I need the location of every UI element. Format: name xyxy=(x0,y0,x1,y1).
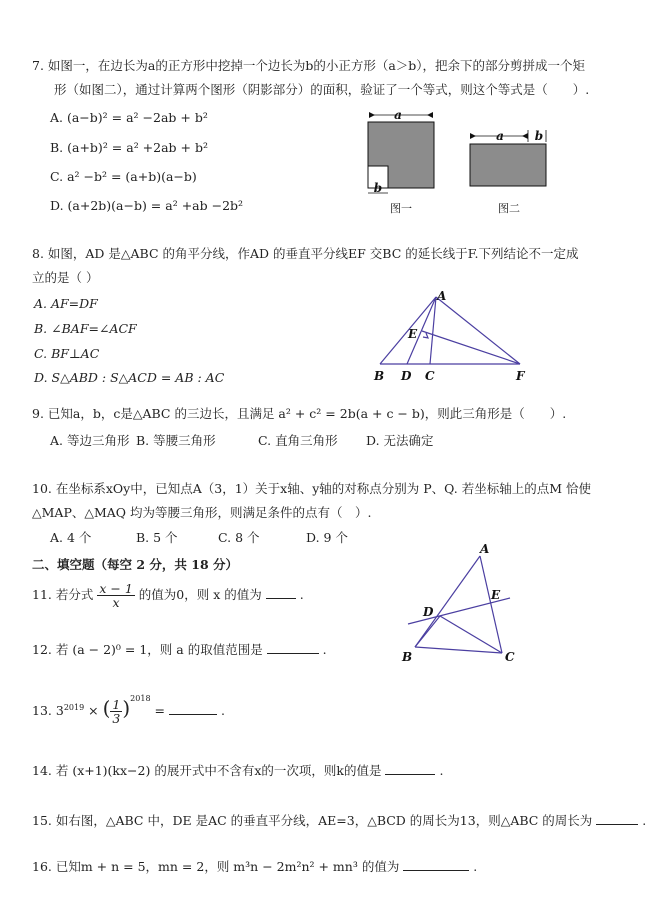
q8-option-a: A. AF=DF xyxy=(34,296,98,311)
q7-line1: 7. 如图一，在边长为a的正方形中挖掉一个边长为b的小正方形（a＞b），把余下的部分剪拼成一个矩 xyxy=(32,58,586,73)
svg-text:A: A xyxy=(437,289,447,303)
q13-fraction: $\frac{1}{3}$ xyxy=(112,697,121,726)
q11-prefix: 11. 若分式 xyxy=(32,587,94,602)
q8-option-b: B. ∠BAF=∠ACF xyxy=(34,321,137,336)
q11: 11. 若分式 $\frac{x - 1}{x}$ 的值为0，则 x 的值为 . xyxy=(32,581,304,610)
q14-text: 14. 若 (x+1)(kx−2) 的展开式中不含有x的一次项，则k的值是 xyxy=(32,763,382,778)
q7-option-b: B. (a+b)² = a² +2ab + b² xyxy=(50,140,208,155)
svg-text:B: B xyxy=(374,369,385,383)
q16-text: 16. 已知m + n = 5，mn = 2，则 m³n − 2m²n² + mn³ 的值为 xyxy=(32,859,400,874)
q10-line1: 10. 在坐标系xOy中，已知点A（3，1）关于x轴、y轴的对称点分别为 P、Q. 若坐标轴上的点M 恰使 xyxy=(32,481,591,496)
q8-option-d: D. S△ABD : S△ACD = AB : AC xyxy=(34,370,225,385)
figure-1-square xyxy=(368,108,434,215)
q10-option-a: A. 4 个 xyxy=(50,530,92,545)
q11-fraction: $\frac{x - 1}{x}$ xyxy=(99,581,133,610)
q11-suffix: 的值为0，则 x 的值为 xyxy=(138,587,262,602)
figure-2-b-label: b xyxy=(534,129,544,143)
svg-text:E: E xyxy=(491,588,501,602)
q8-option-c: C. BF⊥AC xyxy=(34,346,100,361)
q9-option-c: C. 直角三角形 xyxy=(258,433,338,448)
figure-2-caption: 图二 xyxy=(498,202,520,215)
figure-1-a-label: a xyxy=(394,108,402,122)
q10-line2: △MAP、△MAQ 均为等腰三角形，则满足条件的点有（ ）. xyxy=(32,505,372,520)
svg-text:C: C xyxy=(505,650,515,664)
q13-answer-blank[interactable] xyxy=(169,702,217,715)
q8-triangle-figure xyxy=(380,297,520,364)
svg-text:A: A xyxy=(480,542,490,556)
q15-figure-labels xyxy=(401,542,515,664)
q8-figure-labels xyxy=(373,289,526,383)
q15-text: 15. 如右图，△ABC 中，DE 是AC 的垂直平分线，AE=3，△BCD 的周长为13，则△ABC 的周长为 xyxy=(32,813,593,828)
q12-answer-blank[interactable] xyxy=(267,641,319,654)
q15-answer-blank[interactable] xyxy=(596,812,638,825)
q10-option-b: B. 5 个 xyxy=(136,530,178,545)
q14-answer-blank[interactable] xyxy=(385,762,435,775)
svg-text:C: C xyxy=(425,369,435,383)
q9-option-b: B. 等腰三角形 xyxy=(136,433,216,448)
q7-line2: 形（如图二），通过计算两个图形（阴影部分）的面积，验证了一个等式，则这个等式是（ ）. xyxy=(54,82,590,97)
figure-2-rectangle xyxy=(470,129,546,215)
q13: 13. $3^{2019}$ × ( $\frac{1}{3}$ )$^{2018}$ = . xyxy=(32,694,225,726)
q12-text: 12. 若 (a − 2)⁰ = 1，则 a 的取值范围是 xyxy=(32,642,263,657)
q9-line1: 9. 已知a，b，c是△ABC 的三边长，且满足 a² + c² = 2b(a + c − b)，则此三角形是（ ）. xyxy=(32,406,567,421)
q16: 16. 已知m + n = 5，mn = 2，则 m³n − 2m²n² + mn³ 的值为 . xyxy=(32,859,478,874)
q11-answer-blank[interactable] xyxy=(266,586,296,599)
q9-option-d: D. 无法确定 xyxy=(366,433,434,448)
svg-text:E: E xyxy=(408,327,418,341)
q8-line1: 8. 如图，AD 是△ABC 的角平分线，作AD 的垂直平分线EF 交BC 的延长线于F.下列结论不一定成 xyxy=(32,246,579,261)
figure-1-caption: 图一 xyxy=(390,202,412,215)
q12: 12. 若 (a − 2)⁰ = 1，则 a 的取值范围是 . xyxy=(32,642,327,657)
svg-text:D: D xyxy=(423,605,434,619)
q7-option-c: C. a² −b² = (a+b)(a−b) xyxy=(50,169,197,184)
figure-1-b-label: b xyxy=(373,181,383,195)
q10-option-c: C. 8 个 xyxy=(218,530,260,545)
q7-option-d: D. (a+2b)(a−b) = a² +ab −2b² xyxy=(50,198,244,213)
q8-line2: 立的是（ ） xyxy=(32,270,99,285)
section-2-heading: 二、填空题（每空 2 分，共 18 分） xyxy=(32,557,239,572)
q7-option-a: A. (a−b)² = a² −2ab + b² xyxy=(50,110,208,125)
q15: 15. 如右图，△ABC 中，DE 是AC 的垂直平分线，AE=3，△BCD 的周长为13，则△ABC 的周长为 . xyxy=(32,813,646,828)
q16-answer-blank[interactable] xyxy=(403,858,469,871)
q10-option-d: D. 9 个 xyxy=(306,530,348,545)
figure-2-a-label: a xyxy=(496,129,504,143)
svg-text:B: B xyxy=(402,650,413,664)
svg-text:D: D xyxy=(401,369,412,383)
q14: 14. 若 (x+1)(kx−2) 的展开式中不含有x的一次项，则k的值是 . xyxy=(32,763,444,778)
svg-text:F: F xyxy=(516,369,525,383)
q9-option-a: A. 等边三角形 xyxy=(50,433,130,448)
